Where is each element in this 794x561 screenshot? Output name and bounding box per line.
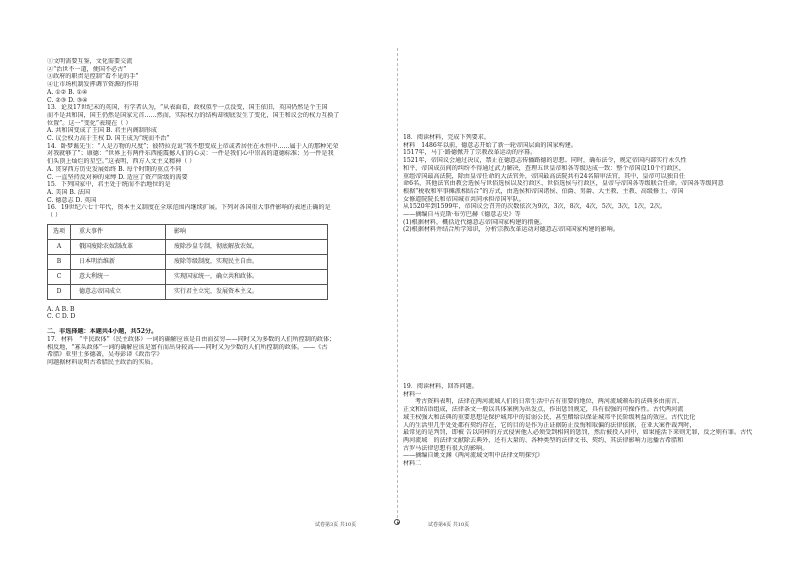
question-15-choices: A. 美国 B. 法国 [47,188,90,196]
question-17-prompt: 问题据材料说明古希腊民主政治的实质。 [47,358,157,366]
question-19-body: 两河流域 的法律文献除去典外，还有大量的、各种类型的法律文书、契约，其法律影响力远播古希腊和 [403,436,684,444]
question-18-text: 根据“税收和军事摊派相结合”的方式，由选侯和帝国诸侯、伯爵、男爵、大主教、主教、高级修士，帝国 [403,187,684,195]
question-18-text: 1521年，帝国议会通过决议，禁止在德意志传播路德的思想。同时，确布法令，规定帝国内部实行永久性 [403,157,687,165]
question-18-source: ——摘编自马克斯·布劳巴赫《德意志史》等 [403,211,521,219]
section-heading: 二、非选择题：本题共4小题，共52分。 [47,328,158,336]
question-19-label: 材料二 [403,460,422,468]
binding-circle-icon [394,519,400,525]
question-17-text: 相反地，“寡头政体”一词的确解应该是富有而出身较高——同时又为少数的人们所控制的政体。——《古 [47,343,328,351]
question-19-body: 域王权强大和法典的重要思想是保护城邦中的贫弱公民，甚至赠给以保证城邦平民阶级利益的效应。古代比伦 [403,413,696,421]
question-19-body: 最常见的是判罚，即被 告以同样的方式侵害他人必须受到相同的惩罚，然后被投入河中，如果能活下来则无罪，反之则有罪。古代 [403,429,753,437]
question-19-text: 19．阅读材料，回答问题。 [403,383,478,390]
question-15-text: 15．下列国家中，君主处于统而不治地位的是 [47,181,171,189]
option-line: ④让市场机制发挥调节资源的作用 [47,81,139,89]
page-footer-left: 试卷第3页 共10页 [315,522,357,528]
answer-choices: C. ②③ D. ③④ [47,96,88,104]
right-column [403,134,755,234]
question-14-text: 对我就够了”；康德：“世界上有两件东西能震撼人们的心灵：一件是我们心中崇高的道德标准；另一件是我 [47,150,334,158]
question-19-body: 考古资料表明，法律在两河流域人们的日常生活中占有重要的地位，两河流域颁布的法典多由前言、 [415,398,684,406]
question-18-text: 材料 1486年以前，德意志开始了新一轮帝国层面的国家构建。 [403,141,577,149]
table-cell: 德意志帝国成立 [71,284,166,299]
question-16-choices: C. C D. D [47,313,76,321]
table-cell: 废除沙皇专制，彻底解放农奴。 [166,239,328,254]
option-line: ③政府的职责是控制“看不见的手” [47,73,139,81]
question-19-body: 人的生活里几乎处处都有契约存在，它的目的是作为正证据防止反悔和取偏的法律依据，在亚大案件裁判时， [403,421,696,429]
question-15-choices: C. 德意志 D. 英国 [47,196,97,204]
question-17-text: 17．材料 “平民政体”（民主政体）一词的确解应该是自由而贫穷——同时又为多数的人们所控制的政体； [47,335,336,343]
events-table [47,224,328,300]
question-16-choices: A. A B. B [47,305,75,313]
table-cell: 废除等级制度，实现民主自由。 [166,254,328,269]
question-13-text: 13．论及17世纪末的英国，有学者认为，“从表面看，政权似乎一点没变，国王依旧，英国仍然是个王国 [47,104,328,112]
question-18-text: 女修道院院长和帝国城市共同承担帝国军队。 [403,195,525,203]
question-18-text: 命6名，其他法官由教会选侯与世俗选侯以及行政区、世俗选侯与行政区，皇帝与帝国各等级联合任命。帝国各等级同意 [403,180,724,188]
table-cell: B [48,254,71,269]
question-14-choices: C. 一直坚持反对神的束缚 D. 适应了资产阶级的需要 [47,173,188,181]
table-row [48,269,328,284]
table-row [48,284,328,299]
table-cell: 日本明治维新 [71,254,166,269]
question-19-block [403,383,755,468]
question-16-text: （ ） [47,212,62,220]
question-13-text: 而不是共和国，国王仍然是国家元首……然而，实际权力的结构却彻底发生了变化，国王和议会的权力互换了 [47,111,340,119]
question-19-label: 材料一 [403,390,422,398]
page-footer-right: 试卷第4页 共10页 [428,522,470,528]
question-19-source: ——摘编自姚文渊《两河流域文明中法律文明探究》 [403,452,544,460]
question-19-body: 古罗马法律思想有很大的影响。 [403,444,489,452]
table-cell: 实行君主立宪，发展资本主义。 [166,284,328,299]
question-18-text: 重组帝国最高法院，除由皇帝任命的大法官外，帝国最高法院共有24名陪审法官，其中，皇帝可以独自任 [403,172,685,180]
column-divider [397,48,398,523]
option-line: ②“治世不一道，便国不必古” [47,65,127,73]
left-column [47,58,392,367]
table-cell: 俄国废除农奴制改革 [71,239,166,254]
question-16-text: 16．19世纪六七十年代，资本主义制度在全球范围内继续扩展。下列对各国重大事件影响的表述正确的是 [47,204,331,212]
question-14-text: 14．卧梦谯先生：“人是万物的尺度”；彼特拉克说“我不想变成上帝或者居住在永恒中……属于人的那种光荣 [47,142,339,150]
table-header: 选项 [48,224,71,239]
table-cell: 实现国家统一，确立共和政体。 [166,269,328,284]
question-18-text: 1517年，马丁·路德掀开了宗教改革运动的序幕。 [403,149,537,157]
question-14-choices: A. 贯穿西方历史发展始终 B. 每个时期的重点不同 [47,165,182,173]
question-18-text: 和平，帝国成员间的纠纷不得通过武力解决，查理五世皇帝和各等级达成一致：整个帝国设10个行政区， [403,164,685,172]
table-header-row [48,224,328,239]
table-cell: D [48,284,71,299]
question-13-choices: C. 议会权力高于王权 D. 国王成为“统而不治” [47,135,170,143]
table-header: 重大事件 [71,224,166,239]
question-19-body: 正文和结语组成，法律条文一般以具体案例为出发点，作出惩罚规定，具有很强的可操作性。古代两河流 [403,406,684,414]
question-18-prompt: (1)根据材料，概括近代德意志帝国国家构建的措施。 [403,218,546,226]
question-13-text: 位置”。这一“变化”表现在（ ） [47,119,132,127]
table-header: 影响 [166,224,328,239]
answer-choices: A. ①② B. ①④ [47,88,88,96]
table-row [48,254,328,269]
question-18-prompt: (2)根据材料并结合所学知识，分析宗教改革运动对德意志帝国国家构建的影响。 [403,226,619,234]
question-17-text: 希腊》亚里士多德著，吴寿彭译《政治学》 [47,351,163,359]
table-cell: 意大利统一 [71,269,166,284]
question-18-text: 18．阅读材料，完成下列要求。 [403,134,490,141]
question-18-text: 从1520年到1599年，帝国议会召开的次数依次为9次，3次，8次，4次，5次，3次，1次，2次。 [403,203,667,211]
question-14-text: 们头顶上灿烂的星空。”这表明，西方人文主义精神（ ） [47,158,196,166]
question-13-choices: A. 共和国变成了王国 B. 君主内阁制形成 [47,127,157,135]
table-cell: C [48,269,71,284]
table-cell: A [48,239,71,254]
option-line: ①文明需要互鉴，文化需要交流 [47,58,133,65]
table-row [48,239,328,254]
